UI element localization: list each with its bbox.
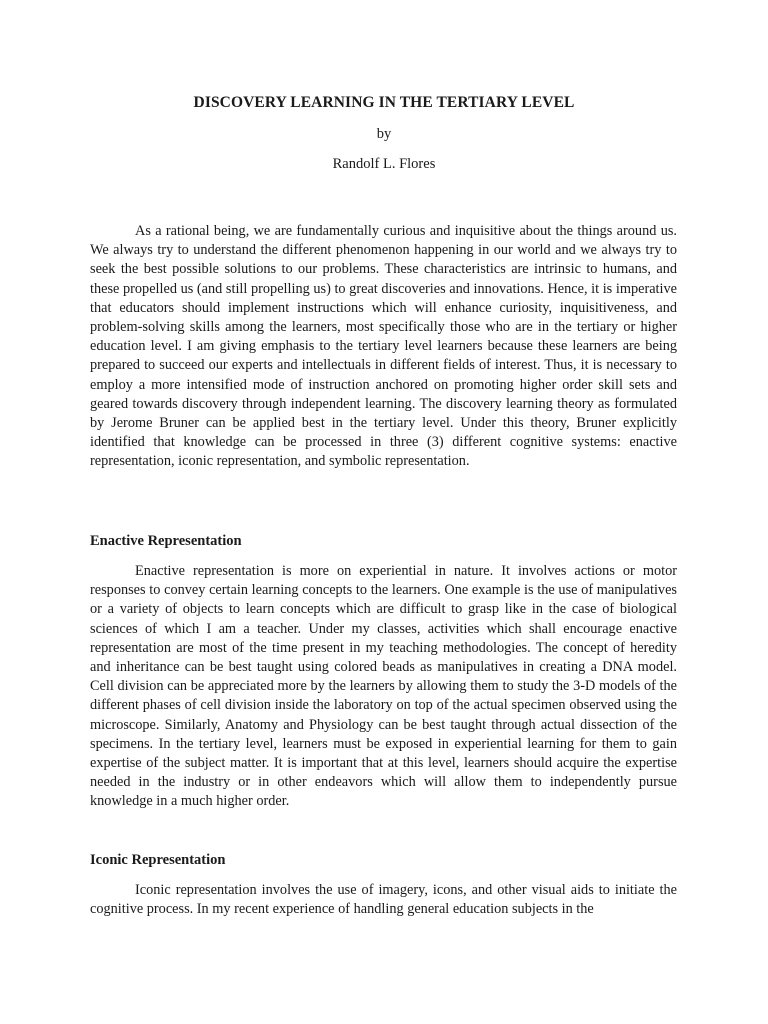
byline: by <box>376 126 392 142</box>
author-name: Randolf L. Flores <box>332 156 436 172</box>
document-title: DISCOVERY LEARNING IN THE TERTIARY LEVEL <box>193 94 575 111</box>
iconic-paragraph: Iconic representation involves the use of imagery, icons, and other visual aids to initiate the cognitive process. In my recent experience of handling general education subjects in the <box>90 882 677 918</box>
enactive-paragraph: Enactive representation is more on experiential in nature. It involves actions or motor responses to convey certain learning concepts to the learners. One example is the use of manipulatives or a variety of objects to learn concepts which are difficult to grasp like in the case of biological sciences of which I am a teacher. Under my classes, activities which shall encourage enactive representation are most of the time present in my teaching methodologies. The concept of heredity and inheritance can be best taught using colored beads as manipulatives in creating a DNA model. Cell division can be appreciated more by the learners by allowing them to study the 3-D models of the different phases of cell division inside the laboratory on top of the actual specimen observed using the microscope. Similarly, Anatomy and Physiology can be best taught through actual dissection of the specimens. In the tertiary level, learners must be exposed in experiential learning for them to gain expertise of the subject matter. It is important that at this level, learners should acquire the expertise needed in the industry or in other endeavors which will allow them to independently pursue knowledge in a much higher order. <box>90 563 677 810</box>
enactive-heading: Enactive Representation <box>90 533 242 549</box>
intro-paragraph: As a rational being, we are fundamentally curious and inquisitive about the things around us. We always try to understand the different phenomenon happening in our world and we always try to seek the best possible solutions to our problems. These characteristics are intrinsic to humans, and these propelled us (and still propelling us) to great discoveries and innovations. Hence, it is imperative that educators should implement instructions which will enhance curiosity, inquisitiveness, and problem-solving skills among the learners, most specifically those who are in the tertiary or higher education level. I am giving emphasis to the tertiary level learners because these learners are being prepared to succeed our experts and intellectuals in different fields of interest. Thus, it is necessary to employ a more intensified mode of instruction anchored on promoting higher order skill sets and geared towards discovery through independent learning. The discovery learning theory as formulated by Jerome Bruner can be applied best in the tertiary level. Under this theory, Bruner explicitly identified that knowledge can be processed in three (3) different cognitive systems: enactive representation, iconic representation, and symbolic representation. <box>90 223 677 470</box>
iconic-heading: Iconic Representation <box>90 852 226 868</box>
